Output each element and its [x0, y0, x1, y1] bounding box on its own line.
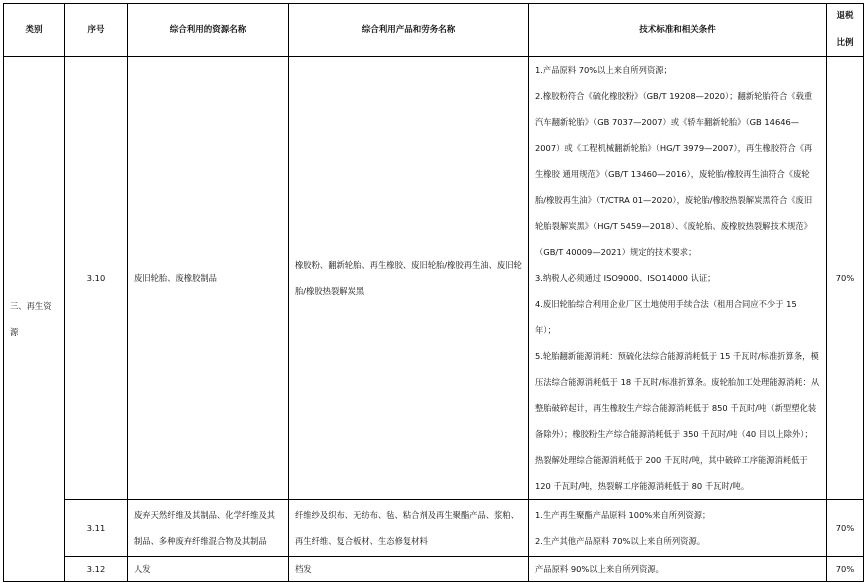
header-resource: 综合利用的资源名称 [128, 4, 289, 57]
table-row [4, 57, 864, 500]
standard-cell [529, 557, 827, 582]
header-product: 综合利用产品和劳务名称 [289, 4, 529, 57]
resource-cell: 废旧轮胎、废橡胶制品 [128, 57, 289, 500]
product-cell: 橡胶粉、翻新轮胎、再生橡胶、废旧轮胎/橡胶再生油、废旧轮胎/橡胶热裂解炭黑 [289, 57, 529, 500]
standard-item: 3.纳税人必须通过 ISO9000、ISO14000 认证； [535, 273, 716, 283]
policy-table [3, 3, 864, 582]
resource-cell: 人发 [128, 557, 289, 582]
table-row [4, 500, 864, 557]
standard-item: 2.生产其他产品原料 70%以上来自所列资源。 [535, 536, 706, 546]
standard-item: 5.轮胎翻新能源消耗：预硫化法综合能源消耗低于 15 千瓦时/标准折算条，模压法综合能源消耗低于 18 千瓦时/标准折算条。废轮胎加工处理能源消耗：从整胎破碎起计，再生橡胶生产综合能源消耗低于 850 千瓦时/吨（新型塑化装备除外）；橡胶粉生产综合能源消耗低于 350 千瓦时/吨（40 目以上除外）；热裂解处理综合能源消耗低于 200 千瓦时/吨，其中破碎工序能源消耗低于 120 千瓦时/吨，热裂解工序能源消耗低于 80 千瓦时/吨。 [535, 351, 820, 491]
category-cell: 三、再生资源 [4, 57, 65, 582]
product-cell: 档发 [289, 557, 529, 582]
header-seq: 序号 [65, 4, 128, 57]
refund-cell: 70% [827, 557, 864, 582]
refund-cell: 70% [827, 57, 864, 500]
standard-cell [529, 57, 827, 500]
standard-item: 2.橡胶粉符合《硫化橡胶粉》（GB/T 19208—2020）；翻新轮胎符合《载重汽车翻新轮胎》（GB 7037—2007）或《轿车翻新轮胎》（GB 14646—2007）或《工程机械翻新轮胎》（HG/T 3979—2007），再生橡胶符合《再生橡胶 通用规范》（GB/T 13460—2016），废轮胎/橡胶再生油符合《废轮胎/橡胶再生油》（T/CTRA 01—2020），废轮胎/橡胶热裂解炭黑符合《废旧轮胎裂解炭黑》（HG/T 5459—2018）、《废轮胎、废橡胶热裂解技术规范》（GB/T 40009—2021）规定的技术要求； [535, 91, 813, 257]
refund-cell: 70% [827, 500, 864, 557]
seq-cell: 3.11 [65, 500, 128, 557]
header-row [4, 4, 864, 57]
standard-item: 1.产品原料 70%以上来自所列资源； [535, 65, 672, 75]
header-refund-line1: 退税 [836, 11, 854, 21]
standard-item: 产品原料 90%以上来自所列资源。 [535, 564, 664, 574]
header-refund-line2: 比例 [836, 38, 854, 48]
resource-cell: 废弃天然纤维及其制品、化学纤维及其制品、多种废弃纤维混合物及其制品 [128, 500, 289, 557]
seq-cell: 3.12 [65, 557, 128, 582]
seq-cell: 3.10 [65, 57, 128, 500]
standard-item: 4.废旧轮胎综合利用企业厂区土地使用手续合法（租用合同应不少于 15 年）； [535, 299, 797, 335]
header-refund [827, 4, 864, 57]
standard-item: 1.生产再生聚酯产品原料 100%来自所列资源； [535, 510, 711, 520]
table-row [4, 557, 864, 582]
header-category: 类别 [4, 4, 65, 57]
product-cell: 纤维纱及织布、无纺布、毡、粘合剂及再生聚酯产品、浆粕、再生纤维、复合板材、生态修复材料 [289, 500, 529, 557]
header-standard: 技术标准和相关条件 [529, 4, 827, 57]
standard-cell [529, 500, 827, 557]
